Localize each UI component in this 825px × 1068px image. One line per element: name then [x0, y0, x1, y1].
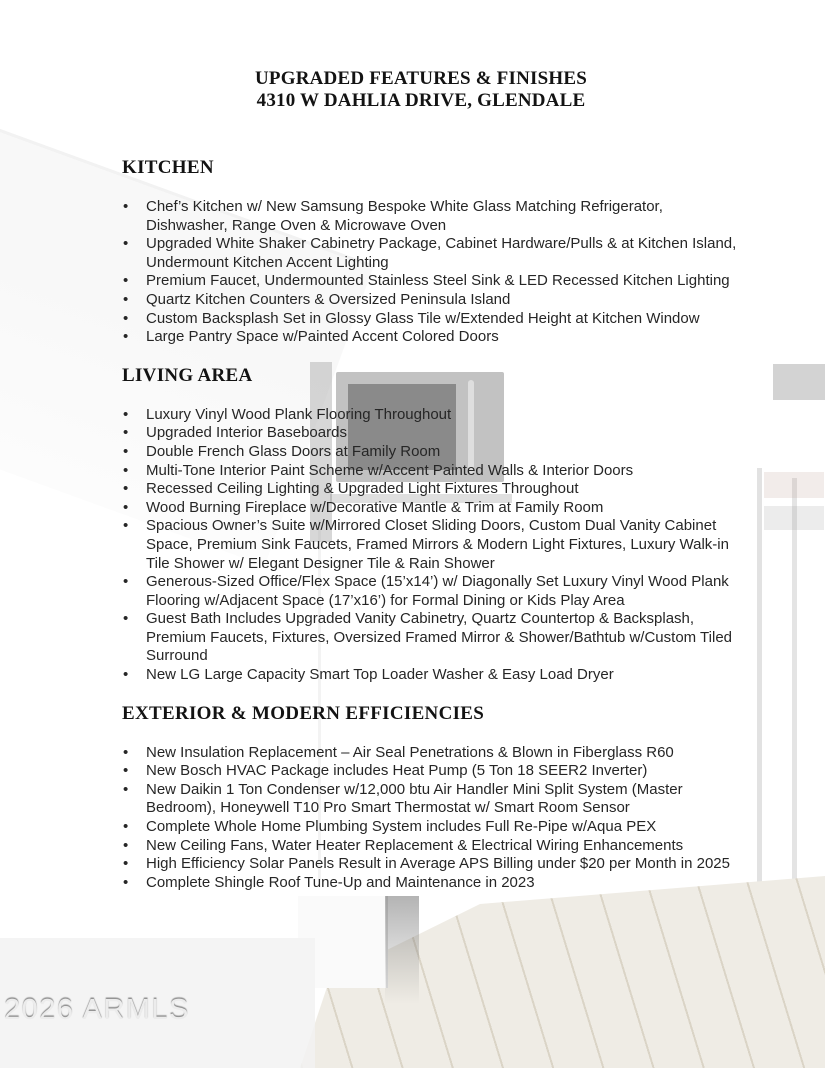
- feature-item: • High Efficiency Solar Panels Result in Average APS Billing under $20 per Month in 2025: [122, 855, 738, 874]
- section-heading: KITCHEN: [122, 157, 214, 178]
- feature-list: [122, 744, 738, 893]
- feature-section: [122, 365, 738, 685]
- title-line-2: 4310 W DAHLIA DRIVE, GLENDALE: [256, 89, 586, 111]
- feature-item: • Recessed Ceiling Lighting & Upgraded Light Fixtures Throughout: [122, 480, 738, 499]
- feature-item: • Custom Backsplash Set in Glossy Glass Tile w/Extended Height at Kitchen Window: [122, 310, 738, 329]
- feature-item: • Upgraded White Shaker Cabinetry Package, Cabinet Hardware/Pulls & at Kitchen Island, Undermount Kitchen Accent Lighting: [122, 235, 738, 272]
- feature-section: [122, 703, 738, 893]
- feature-item: • New LG Large Capacity Smart Top Loader Washer & Easy Load Dryer: [122, 666, 738, 685]
- armls-watermark: 2026 ARMLS: [4, 994, 190, 1026]
- feature-item: • New Ceiling Fans, Water Heater Replacement & Electrical Wiring Enhancements: [122, 837, 738, 856]
- section-heading: LIVING AREA: [122, 364, 253, 386]
- feature-item: • Large Pantry Space w/Painted Accent Colored Doors: [122, 328, 738, 347]
- feature-item: • New Insulation Replacement – Air Seal Penetrations & Blown in Fiberglass R60: [122, 744, 738, 763]
- title-line-1: UPGRADED FEATURES & FINISHES: [255, 68, 587, 89]
- feature-list: [122, 198, 738, 347]
- feature-section: [122, 157, 738, 347]
- feature-item: • Spacious Owner’s Suite w/Mirrored Closet Sliding Doors, Custom Dual Vanity Cabinet Space, Premium Sink Faucets, Framed Mirrors & Modern Light Fixtures, Luxury Walk-in Tile Shower w/ Elegant Designer Tile & Rain Shower: [122, 517, 738, 573]
- feature-item: • Quartz Kitchen Counters & Oversized Peninsula Island: [122, 291, 738, 310]
- feature-item: • Upgraded Interior Baseboards: [122, 424, 738, 443]
- section-heading: EXTERIOR & MODERN EFFICIENCIES: [122, 702, 485, 724]
- feature-item: • Chef’s Kitchen w/ New Samsung Bespoke White Glass Matching Refrigerator, Dishwasher, Range Oven & Microwave Oven: [122, 198, 738, 235]
- feature-item: • Wood Burning Fireplace w/Decorative Mantle & Trim at Family Room: [122, 499, 738, 518]
- photo-cabinet-shadow-shape: [385, 896, 419, 1004]
- document-title: [104, 68, 738, 111]
- feature-item: • Multi-Tone Interior Paint Scheme w/Accent Painted Walls & Interior Doors: [122, 462, 738, 481]
- feature-item: • Complete Shingle Roof Tune-Up and Maintenance in 2023: [122, 874, 738, 893]
- feature-item: • Complete Whole Home Plumbing System includes Full Re-Pipe w/Aqua PEX: [122, 818, 738, 837]
- feature-item: • Guest Bath Includes Upgraded Vanity Cabinetry, Quartz Countertop & Backsplash, Premium Faucets, Fixtures, Oversized Framed Mirror & Shower/Bathtub w/Custom Tiled Surround: [122, 610, 738, 666]
- feature-item: • New Bosch HVAC Package includes Heat Pump (5 Ton 18 SEER2 Inverter): [122, 762, 738, 781]
- feature-item: • New Daikin 1 Ton Condenser w/12,000 btu Air Handler Mini Split System (Master Bedroom), Honeywell T10 Pro Smart Thermostat w/ Smart Room Sensor: [122, 781, 738, 818]
- feature-sections: [122, 157, 738, 892]
- feature-item: • Premium Faucet, Undermounted Stainless Steel Sink & LED Recessed Kitchen Lighting: [122, 272, 738, 291]
- feature-item: • Luxury Vinyl Wood Plank Flooring Throughout: [122, 406, 738, 425]
- feature-item: • Double French Glass Doors at Family Room: [122, 443, 738, 462]
- feature-list: [122, 406, 738, 685]
- feature-item: • Generous-Sized Office/Flex Space (15’x14’) w/ Diagonally Set Luxury Vinyl Wood Plank Flooring w/Adjacent Space (17’x16’) for Formal Dining or Kids Play Area: [122, 573, 738, 610]
